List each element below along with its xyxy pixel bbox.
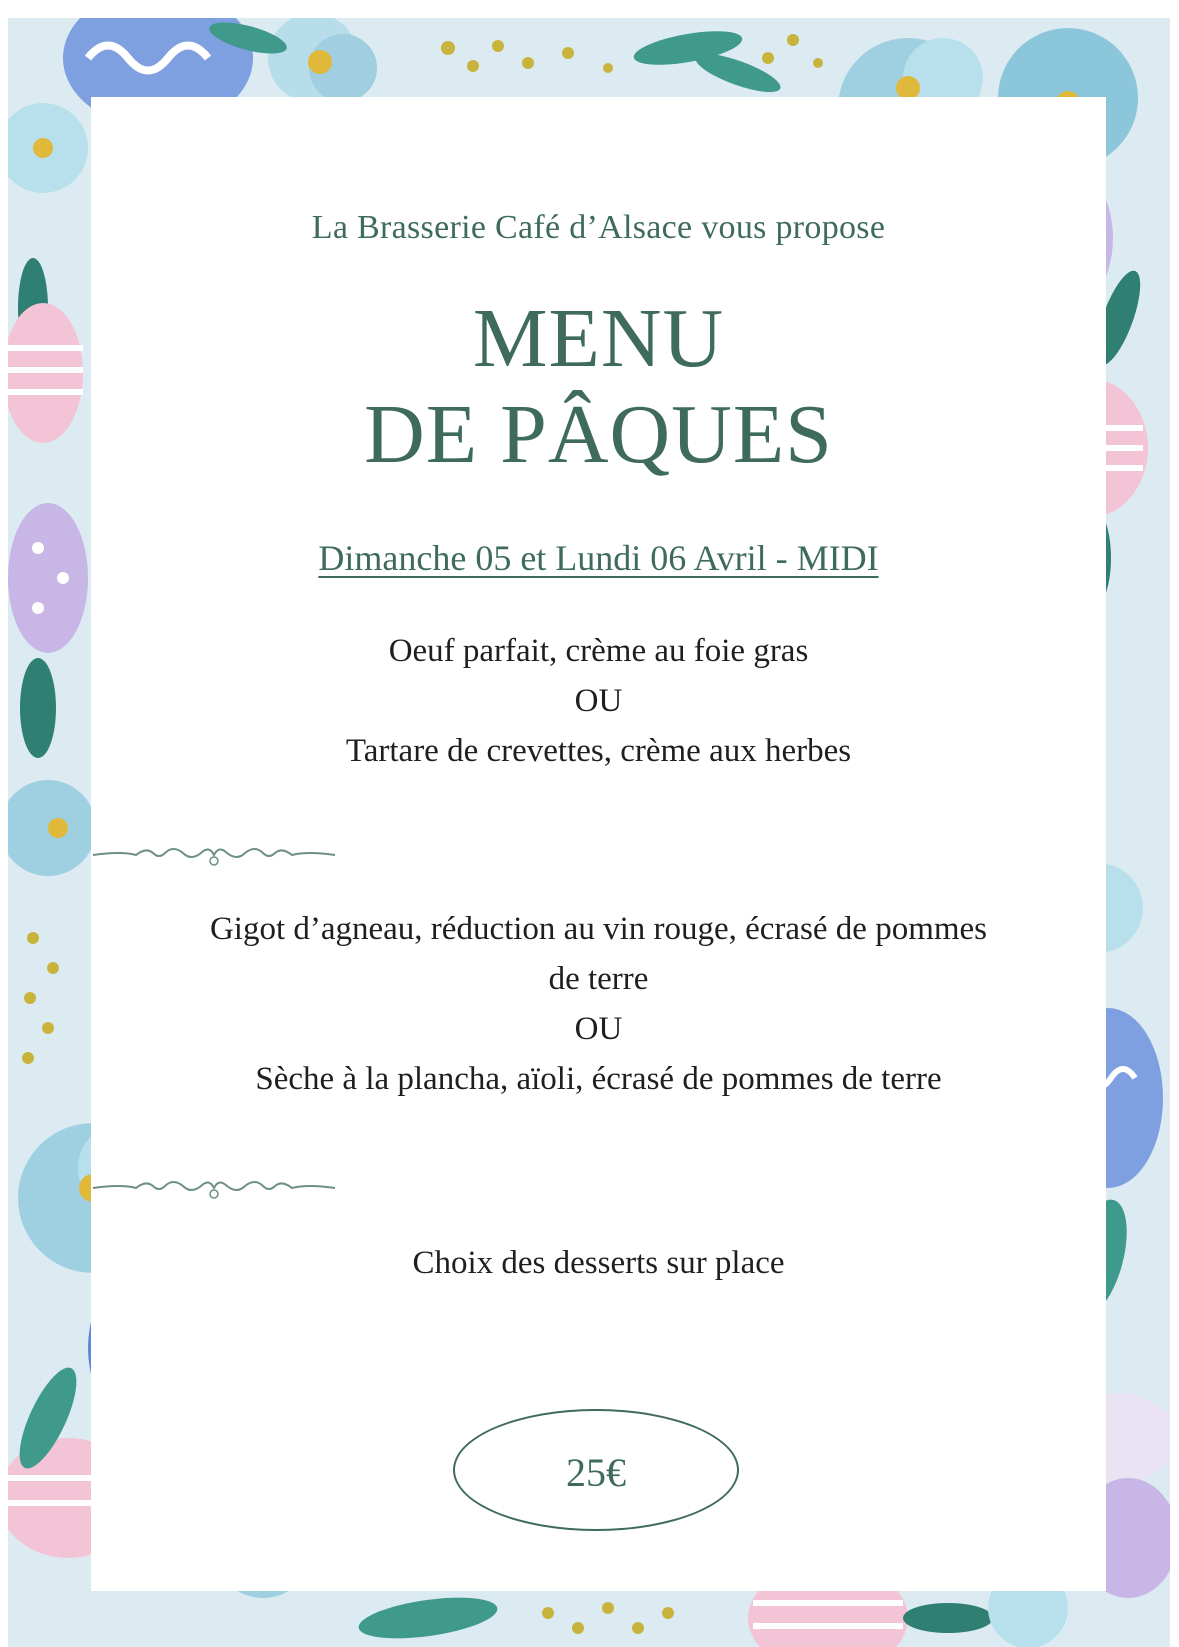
left-side-decoration xyxy=(8,103,96,1064)
gold-branch xyxy=(441,34,823,73)
main-option-1-line1: Gigot d’agneau, réduction au vin rouge, écrasé de pommes xyxy=(209,911,988,947)
starter-option-2: Tartare de crevettes, crème aux herbes xyxy=(345,733,852,769)
menu-title-line1: MENU xyxy=(472,292,725,385)
flower-icon xyxy=(268,18,377,103)
starter-option-1: Oeuf parfait, crème au foie gras xyxy=(388,633,809,669)
floral-easter-border xyxy=(8,18,1170,1647)
flourish-divider-icon xyxy=(91,837,337,869)
price-badge xyxy=(453,1409,739,1531)
menu-card xyxy=(91,97,1106,1591)
price-value: 25€ xyxy=(566,1450,626,1495)
main-option-2: Sèche à la plancha, aïoli, écrasé de pommes de terre xyxy=(255,1061,942,1097)
service-dates: Dimanche 05 et Lundi 06 Avril - MIDI xyxy=(318,538,879,578)
intro-text: La Brasserie Café d’Alsace vous propose xyxy=(311,209,886,246)
main-or: OU xyxy=(574,1011,623,1047)
dessert-text: Choix des desserts sur place xyxy=(412,1245,785,1281)
starter-or: OU xyxy=(574,683,623,719)
flourish-divider-icon xyxy=(91,1170,337,1202)
main-option-1-line2: de terre xyxy=(548,961,649,997)
menu-title-line2: DE PÂQUES xyxy=(364,388,833,481)
